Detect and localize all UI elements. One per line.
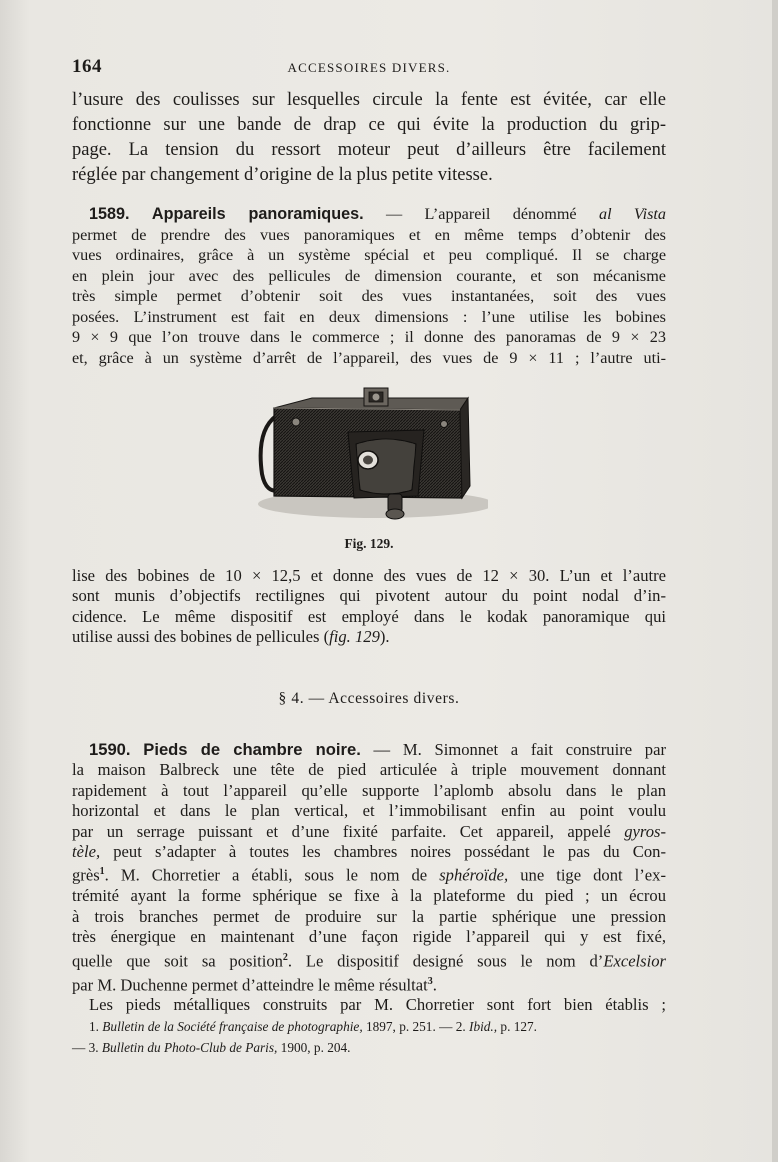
footnote-ref: 2 [282,951,288,963]
text-line: et, grâce à un système d’arrêt de l’appareil, des vues de 9 × 11 ; l’autre uti- [72,348,666,367]
paragraph-intro [72,88,666,188]
section-heading: Pieds de chambre noire. [143,740,361,759]
publication-title: Ibid., [469,1019,498,1034]
device-name: tèle, [72,842,101,862]
text-line: lise des bobines de 10 × 12,5 et donne des vues de 12 × 30. L’un et l’autre [72,566,666,585]
figure-caption: Fig. 129. [344,536,394,551]
text-run: par un serrage puissant et d’une fixité parfaite. Cet appareil, appelé [72,821,625,841]
text-line: très énergique en maintenant d’une façon rigide l’appareil qui y est fixé, [72,927,666,947]
text-run: ). [379,627,390,647]
text-run: par M. Duchenne permet d’atteindre le même résultat [72,975,428,995]
text-line: 9 × 9 que l’on trouve dans le commerce ; il donne des panoramas de 9 × 23 [72,328,666,346]
text-line [72,822,666,842]
text-line: posées. L’instrument est fait en deux dimensions : l’une utilise les bobines [72,307,666,326]
footnote-ref: 3 [427,975,433,987]
section-1590 [72,740,666,1016]
footnote-line [72,1037,666,1058]
text-run: une tige dont l’ex- [508,865,666,885]
text-line [72,995,666,1015]
text-line [72,948,666,972]
text-run: utilise aussi des bobines de pellicules ( [72,627,330,647]
text-run: — M. Simonnet a fait construire par [360,740,666,759]
text-line: l’usure des coulisses sur lesquelles circule la fente est évitée, car elle [72,90,666,110]
footnote-number: 2. [455,1019,470,1034]
text-line [72,842,666,862]
text-line [72,862,666,886]
text-line: vues ordinaires, grâce à un système spécial et peu compliqué. Il se charge [72,246,666,264]
page-number: 164 [72,56,102,77]
text-run: quelle que soit sa position [72,951,283,971]
text-run: 1897, p. 251. — [362,1019,456,1034]
text-line: rapidement à tout l’appareil qu’elle supporte l’aplomb absolu dans le plan [72,780,666,800]
publication-title: Bulletin de la Société française de photographie, [102,1019,363,1034]
figure-129-camera-illustration [256,386,488,530]
text-run: peut s’adapter à toutes les chambres noires possédant le pas du Con- [100,842,666,862]
footnote-number: — 3. [72,1040,102,1055]
apparatus-name: al Vista [598,205,666,223]
figure-reference: fig. 129 [329,627,380,647]
section-1589-heading-line [72,204,666,225]
text-line: fonctionne sur une bande de drap ce qui évite la production du grip- [72,115,666,135]
section-title: § 4. — Accessoires divers. [278,690,460,707]
footnotes [72,1016,666,1058]
text-run: 1900, p. 204. [277,1040,351,1055]
text-line: réglée par changement d’origine de la plus petite vitesse. [72,165,493,185]
text-run: p. 127. [497,1019,537,1034]
text-line: sont munis d’objectifs rectilignes qui pivotent autour du point nodal d’in- [72,586,666,606]
section-heading: Appareils panoramiques. [151,205,364,223]
text-line: en plein jour avec des pellicules de dimension courante, et son mécanisme [72,266,666,285]
footnote-ref: 1 [99,866,105,878]
text-run: — L’appareil dénommé [363,205,599,223]
text-line: très simple permet d’obtenir soit des vues instantanées, soit des vues [72,287,666,305]
text-line: trémité ayant la forme sphérique se fixe à la plateforme du pied ; un écrou [72,886,666,906]
text-run: . Le dispositif designé sous le nom d’ [287,951,604,971]
device-name: gyros- [624,821,666,841]
text-line: cidence. Le même dispositif est employé dans le kodak panoramique qui [72,606,666,626]
text-run: grès [72,865,100,885]
section-number: 1589. [89,205,130,223]
device-name: Excelsior [603,951,666,971]
section-1589 [72,204,666,368]
text-line [72,627,666,647]
publication-title: Bulletin du Photo-Club de Paris, [101,1040,278,1055]
text-run: . [432,975,437,995]
page-header [72,56,666,80]
text-line: la maison Balbreck une tête de pied articulée à triple mouvement donnant [72,760,666,780]
text-line [72,972,666,996]
section-1590-heading-line [72,740,666,760]
running-head: ACCESSOIRES DIVERS. [287,60,451,75]
footnote-line [72,1016,666,1037]
text-run: Les pieds métalliques construits par M. Chorretier sont fort bien établis ; [89,995,666,1015]
footnote-number: 1. [89,1019,103,1034]
text-line: horizontal et dans le plan vertical, et l’immobilisant enfin au point voulu [72,801,666,821]
page-edge [772,0,778,1162]
text-line: permet de prendre des vues panoramiques et en même temps d’obtenir des [72,225,666,244]
paragraph-continued [72,566,666,648]
section-number: 1590. [89,740,131,759]
text-run: . M. Chorretier a établi, sous le nom de [104,865,440,885]
text-line: à trois branches permet de produire sur la partie sphérique une pression [72,906,666,926]
text-line: page. La tension du ressort moteur peut d’ailleurs être facilement [72,140,666,160]
device-name: sphéroïde, [439,865,509,885]
